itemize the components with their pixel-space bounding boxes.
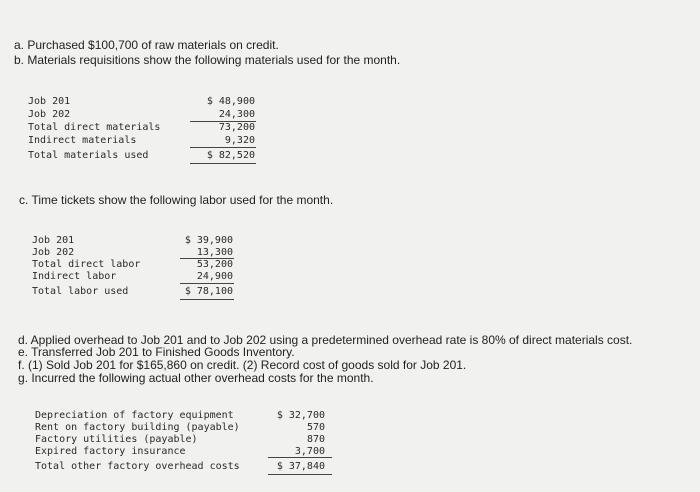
- labor-total-rule: [180, 283, 234, 284]
- overhead-value-total: $ 37,840: [276, 461, 325, 472]
- materials-value-job-201: $ 48,900: [206, 96, 255, 107]
- labor-double-rule: [180, 299, 234, 300]
- overhead-total-rule: [268, 457, 332, 458]
- overhead-label-total: Total other factory overhead costs: [35, 461, 240, 472]
- labor-value-job-202: 13,300: [196, 247, 233, 258]
- materials-double-rule: [190, 163, 256, 164]
- item-e: e. Transferred Job 201 to Finished Goods Inventory.: [18, 345, 295, 359]
- item-g: g. Incurred the following actual other overhead costs for the month.: [18, 371, 374, 385]
- item-a: a. Purchased $100,700 of raw materials on credit.: [14, 38, 279, 52]
- materials-value-job-202: 24,300: [218, 109, 255, 120]
- item-b: b. Materials requisitions show the following materials used for the month.: [14, 53, 401, 67]
- item-d: d. Applied overhead to Job 201 and to Job 202 using a predetermined overhead rate is 80% of direct materials cost.: [18, 333, 633, 347]
- overhead-label-insurance: Expired factory insurance: [35, 446, 186, 457]
- materials-label-job-201: Job 201: [28, 96, 71, 107]
- overhead-value-depreciation: $ 32,700: [276, 410, 325, 421]
- labor-label-job-202: Job 202: [32, 247, 75, 258]
- materials-label-total-used: Total materials used: [28, 150, 149, 161]
- materials-label-indirect: Indirect materials: [28, 135, 137, 146]
- materials-value-indirect: 9,320: [224, 135, 255, 146]
- labor-value-total-direct: 53,200: [196, 259, 233, 270]
- labor-label-total-direct: Total direct labor: [32, 259, 141, 270]
- labor-label-indirect: Indirect labor: [32, 271, 117, 282]
- overhead-label-utilities: Factory utilities (payable): [35, 434, 198, 445]
- item-c: c. Time tickets show the following labor used for the month.: [19, 193, 334, 207]
- overhead-value-utilities: 870: [306, 434, 325, 445]
- overhead-value-rent: 570: [306, 422, 325, 433]
- materials-value-total-direct: 73,200: [218, 122, 255, 133]
- labor-value-indirect: 24,900: [196, 271, 233, 282]
- materials-value-total-used: $ 82,520: [206, 150, 255, 161]
- overhead-double-rule: [268, 474, 332, 475]
- materials-total-rule: [190, 147, 256, 148]
- labor-label-total-used: Total labor used: [32, 286, 129, 297]
- overhead-label-depreciation: Depreciation of factory equipment: [35, 410, 234, 421]
- overhead-value-insurance: 3,700: [294, 446, 325, 457]
- materials-label-total-direct: Total direct materials: [28, 122, 161, 133]
- labor-label-job-201: Job 201: [32, 235, 75, 246]
- item-f: f. (1) Sold Job 201 for $165,860 on credit. (2) Record cost of goods sold for Job 201.: [18, 358, 467, 372]
- overhead-label-rent: Rent on factory building (payable): [35, 422, 240, 433]
- labor-value-job-201: $ 39,900: [184, 235, 233, 246]
- labor-value-total-used: $ 78,100: [184, 286, 233, 297]
- materials-label-job-202: Job 202: [28, 109, 71, 120]
